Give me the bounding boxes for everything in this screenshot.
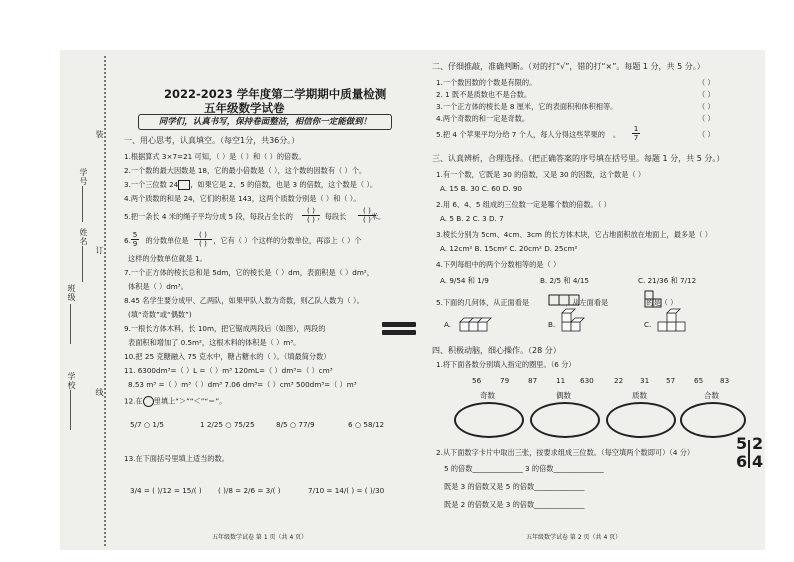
class-label: 班级 <box>67 284 76 302</box>
compare-circle-icon <box>143 396 154 407</box>
number-8: 57 <box>666 376 676 385</box>
composite-oval[interactable] <box>680 402 746 438</box>
q6-fraction: $\frac{5}{9}$ <box>132 230 138 248</box>
choice-2: 2.用 6、4、5 组成的三位数一定是哪个数的倍数。（ ） <box>436 200 611 209</box>
choice-4-option-c: C. 21/36 和 7/12 <box>638 276 697 285</box>
number-7: 31 <box>640 376 650 385</box>
student-id-label: 学号 <box>79 168 88 186</box>
number-2: 79 <box>500 376 510 385</box>
choice-5-option-c: C. <box>644 320 652 329</box>
compare-item-2: 1 2/25 ○ 75/25 <box>200 420 255 429</box>
number-3: 87 <box>528 376 538 385</box>
choice-4-option-a: A. 9/54 和 1/9 <box>440 276 489 285</box>
even-label: 偶数 <box>556 391 571 400</box>
odd-oval[interactable] <box>454 402 524 438</box>
choice-2-options: A. 5 B. 2 C. 3 D. 7 <box>440 214 504 223</box>
multiple-of-3-and-5: 既是 3 的倍数又是 5 的倍数______________ <box>444 482 585 491</box>
question-6-cont: 这样的分数单位就是 1。 <box>128 254 207 263</box>
compare-item-4: 6 ○ 58/12 <box>348 420 385 429</box>
name-line <box>82 246 83 282</box>
exam-paper <box>60 50 765 550</box>
judge-1: 1.一个数因数的个数是有限的。 <box>436 78 537 87</box>
prime-label: 质数 <box>632 391 647 400</box>
question-12: 12.在 里填上“＞”“＜”“＝”。 <box>124 396 227 406</box>
question-5: 5.把一条长 4 米的绳子平均分成 5 段，每段占全长的 ，每段长 米。 <box>124 212 386 221</box>
binding-mark-2: 订 <box>95 246 104 255</box>
composite-label: 合数 <box>704 391 719 400</box>
digit-card-2: 2 <box>752 434 764 453</box>
cube-stack-a-icon <box>458 312 492 334</box>
choice-5-option-b: B. <box>548 320 556 329</box>
binding-dotted-line <box>104 56 106 546</box>
multiple-of-5-and-3: 5 的倍数______________ 3 的倍数______________ <box>444 464 604 473</box>
binding-mark-1: 线 <box>95 388 104 397</box>
judge-2-blank: （ ） <box>698 90 715 99</box>
fill-item-2: ( )/8 = 2/6 = 3/( ) <box>218 486 281 495</box>
choice-5-option-a: A. <box>444 320 452 329</box>
operation-2: 2.从下面数字卡片中取出三张，按要求组成三位数。（每空填两个数即可）（4 分） <box>436 448 695 457</box>
number-sorting-ovals <box>454 391 754 436</box>
judge-3-blank: （ ） <box>698 102 715 111</box>
choice-1: 1.有一个数，它既是 30 的倍数，又是 30 的因数，这个数是（ ） <box>436 170 646 179</box>
class-line <box>70 304 71 344</box>
cube-stack-c-icon <box>656 306 688 334</box>
question-8: 8.45 名学生要分成甲、乙两队，如果甲队人数为奇数，则乙队人数为（ ）。 <box>124 296 364 305</box>
digit-card-5: 5 <box>736 434 748 453</box>
compare-item-1: 5/7 ○ 1/5 <box>130 420 164 429</box>
compare-item-3: 8/5 ○ 77/9 <box>276 420 315 429</box>
exam-title: 2022-2023 学年度第二学期期中质量检测 <box>164 87 387 101</box>
page-1-footer: 五年级数学试卷 第 1 页（共 4 页） <box>212 534 308 541</box>
judge-4-blank: （ ） <box>698 114 715 123</box>
question-10: 10.把 25 克糖融入 75 克水中，糖占糖水的（ ）。（填最简分数） <box>124 352 331 361</box>
q6-unit-blank: ( ) ( ) <box>194 231 212 248</box>
choice-5: 5.下面的几何体，从正面看是 ，从左面看是 的是（ ） <box>436 298 678 307</box>
question-9-cont: 表面积和增加了 0.5m²，这根木料的体积是（ ）m³。 <box>128 338 301 347</box>
school-line <box>70 390 71 430</box>
multiple-of-2-and-3: 既是 2 的倍数又是 3 的倍数______________ <box>444 500 585 509</box>
digit-box <box>178 180 190 190</box>
odd-label: 奇数 <box>480 391 495 400</box>
digit-card-4: 4 <box>752 452 764 471</box>
page-2 <box>432 50 762 550</box>
question-8-cont: (填“奇数”或“偶数”) <box>128 310 192 319</box>
card-divider <box>748 440 750 468</box>
number-10: 83 <box>720 376 730 385</box>
section-1-heading: 一、用心思考，认真填空。（每空1分，共36分。） <box>124 136 300 145</box>
front-view-icon <box>548 294 582 308</box>
judge-5: 5.把 4 个苹果平均分给 7 个人，每人分得这些苹果的 。 <box>436 130 621 139</box>
question-11: 11. 6300dm³=（ ）L =（ ）m³ 120mL=（ ）dm³=（ ）cm³ <box>124 366 333 375</box>
question-7: 7.一个正方体的棱长总和是 5dm，它的棱长是（ ）dm，表面积是（ ）dm²， <box>124 268 374 277</box>
number-4: 11 <box>556 376 566 385</box>
question-9: 9.一根长方体木料，长 10m，把它锯成两段后（如图），两段的 <box>124 324 326 333</box>
judge-2: 2. 1 既不是质数也不是合数。 <box>436 90 532 99</box>
page-2-footer: 五年级数学试卷 第 2 页（共 4 页） <box>526 534 622 541</box>
question-7-cont: 体积是（ ）dm³。 <box>128 282 188 291</box>
question-13: 13.在下面括号里填上适当的数。 <box>124 454 229 463</box>
choice-1-options: A. 15 B. 30 C. 60 D. 90 <box>440 184 522 193</box>
operation-1: 1.将下面各数分别填入指定的圈里。（6 分） <box>436 360 576 369</box>
judge-5-fraction: $\frac{1}{7}$ <box>633 124 639 142</box>
choice-3-options: A. 12cm² B. 15cm² C. 20cm² D. 25cm² <box>440 244 578 253</box>
exam-subtitle: 五年级数学试卷 <box>204 101 285 115</box>
q5-length-blank: ( ) ( ) <box>358 207 376 224</box>
number-6: 22 <box>614 376 624 385</box>
choice-4-option-b: B. 2/5 和 4/15 <box>540 276 589 285</box>
even-oval[interactable] <box>530 402 600 438</box>
number-9: 65 <box>694 376 704 385</box>
fill-item-1: 3/4 = ( )/12 = 15/( ) <box>130 486 202 495</box>
question-1: 1.根据算式 3×7=21 可知，（ ）是（ ）和（ ）的倍数。 <box>124 152 306 161</box>
sawn-wood-figure <box>382 322 416 335</box>
section-4-heading: 四、积极动脑，细心操作。（28 分） <box>432 346 561 355</box>
number-5: 630 <box>580 376 594 385</box>
binding-mark-3: 装 <box>95 130 104 139</box>
choice-3: 3.棱长分别为 5cm、4cm、3cm 的长方体木块，它占地面积放在地面上，最多是（ ） <box>436 230 712 239</box>
judge-5-blank: （ ） <box>698 130 715 139</box>
judge-1-blank: （ ） <box>698 78 715 87</box>
prime-oval[interactable] <box>606 402 676 438</box>
question-4: 4.两个质数的和是 24，它们的积是 143，这两个质数分别是（ ）和（ ）。 <box>124 194 361 203</box>
judge-4: 4.两个奇数的和一定是奇数。 <box>436 114 530 123</box>
page-1 <box>116 50 416 550</box>
student-id-line <box>82 186 83 222</box>
q5-fraction-blank: ( ) ( ) <box>302 207 320 224</box>
judge-3: 3.一个正方体的棱长是 8 厘米，它的表面积和体积相等。 <box>436 102 618 111</box>
choice-4: 4.下列每组中的两个分数相等的是（ ） <box>436 260 561 269</box>
question-6: 6. 的分数单位是 ，它有（ ）个这样的分数单位，再添上（ ）个 <box>124 236 362 245</box>
digit-card-6: 6 <box>736 452 748 471</box>
cube-stack-b-icon <box>560 308 590 334</box>
question-11-cont: 8.53 m³ =（ ）m³（ ）dm³ 7.06 dm³=（ ）cm³ 500dm³=（ ）m³ <box>128 380 357 389</box>
section-3-heading: 三、认真辨析，合理选择。（把正确答案的序号填在括号里。每题 1 分，共 5 分。） <box>432 154 725 163</box>
name-label: 姓名 <box>79 228 88 246</box>
question-3: 3.一个三位数 24 ，如果它是 2、5 的倍数，也是 3 的倍数，这个数是（ ）。 <box>124 180 378 189</box>
binding-gutter <box>60 50 112 550</box>
number-1: 56 <box>472 376 482 385</box>
school-label: 学校 <box>67 372 76 390</box>
question-2: 2.一个数的最大因数是 18，它的最小倍数是（ ），这个数的因数有（ ）个。 <box>124 166 367 175</box>
motto-banner: 同学们，认真书写，保持卷面整洁，相信你一定能做到！ <box>138 114 392 130</box>
fill-item-3: 7/10 = 14/( ) = ( )/30 <box>308 486 385 495</box>
section-2-heading: 二、仔细推敲，准确判断。（对的打“√”，错的打“×”。每题 1 分，共 5 分。） <box>432 62 705 71</box>
